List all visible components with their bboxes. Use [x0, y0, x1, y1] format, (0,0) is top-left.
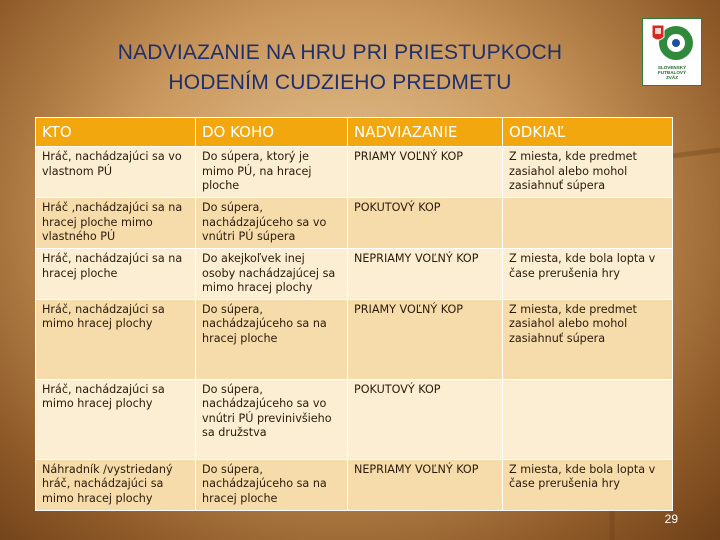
logo-text: SLOVENSKÝ FUTBALOVÝ ZVÄZ — [657, 65, 687, 80]
cell-odkial — [503, 198, 673, 249]
table-row — [36, 379, 673, 459]
cell-kto: Hráč, nachádzajúci sa vo vlastnom PÚ — [36, 147, 196, 198]
cell-nadviazanie: PRIAMY VOĽNÝ KOP — [348, 147, 503, 198]
cell-odkial: Z miesta, kde bola lopta v čase prerušenia hry — [503, 249, 673, 300]
slide-title — [40, 38, 640, 98]
cell-odkial: Z miesta, kde predmet zasiahol alebo mohol zasiahnuť súpera — [503, 147, 673, 198]
cell-do-koho: Do súpera, nachádzajúceho sa vo vnútri PÚ previnivšieho sa družstva — [196, 379, 348, 459]
restart-rules-table — [35, 117, 673, 511]
cell-kto: Hráč, nachádzajúci sa na hracej ploche — [36, 249, 196, 300]
table-row — [36, 299, 673, 379]
cell-odkial: Z miesta, kde predmet zasiahol alebo mohol zasiahnuť súpera — [503, 299, 673, 379]
cell-kto: Hráč ,nachádzajúci sa na hracej ploche mimo vlastného PÚ — [36, 198, 196, 249]
cell-nadviazanie: NEPRIAMY VOĽNÝ KOP — [348, 249, 503, 300]
table-row — [36, 147, 673, 198]
header-kto: KTO — [36, 118, 196, 147]
cell-kto: Náhradník /vystriedaný hráč, nachádzajúci sa mimo hracej plochy — [36, 459, 196, 510]
cell-nadviazanie: NEPRIAMY VOĽNÝ KOP — [348, 459, 503, 510]
cell-nadviazanie: PRIAMY VOĽNÝ KOP — [348, 299, 503, 379]
header-odkial: ODKIAĽ — [503, 118, 673, 147]
cell-odkial: Z miesta, kde bola lopta v čase prerušenia hry — [503, 459, 673, 510]
cell-odkial — [503, 379, 673, 459]
cell-kto: Hráč, nachádzajúci sa mimo hracej plochy — [36, 379, 196, 459]
table-row — [36, 249, 673, 300]
title-line-2: HODENÍM CUDZIEHO PREDMETU — [168, 71, 512, 94]
cell-do-koho: Do súpera, nachádzajúceho sa na hracej ploche — [196, 299, 348, 379]
sfz-logo — [642, 18, 702, 86]
table-header-row — [36, 118, 673, 147]
cell-do-koho: Do akejkoľvek inej osoby nachádzajúcej sa mimo hracej plochy — [196, 249, 348, 300]
cell-nadviazanie: POKUTOVÝ KOP — [348, 379, 503, 459]
cell-nadviazanie: POKUTOVÝ KOP — [348, 198, 503, 249]
cell-do-koho: Do súpera, nachádzajúceho sa vo vnútri PÚ súpera — [196, 198, 348, 249]
page-number: 29 — [664, 512, 678, 526]
header-nadviazanie: NADVIAZANIE — [348, 118, 503, 147]
cell-do-koho: Do súpera, nachádzajúceho sa na hracej ploche — [196, 459, 348, 510]
header-do-koho: DO KOHO — [196, 118, 348, 147]
sfz-emblem-icon — [643, 19, 701, 65]
cell-do-koho: Do súpera, ktorý je mimo PÚ, na hracej ploche — [196, 147, 348, 198]
title-line-1: NADVIAZANIE NA HRU PRI PRIESTUPKOCH — [117, 41, 563, 64]
cell-kto: Hráč, nachádzajúci sa mimo hracej plochy — [36, 299, 196, 379]
table-row — [36, 459, 673, 510]
table-row — [36, 198, 673, 249]
